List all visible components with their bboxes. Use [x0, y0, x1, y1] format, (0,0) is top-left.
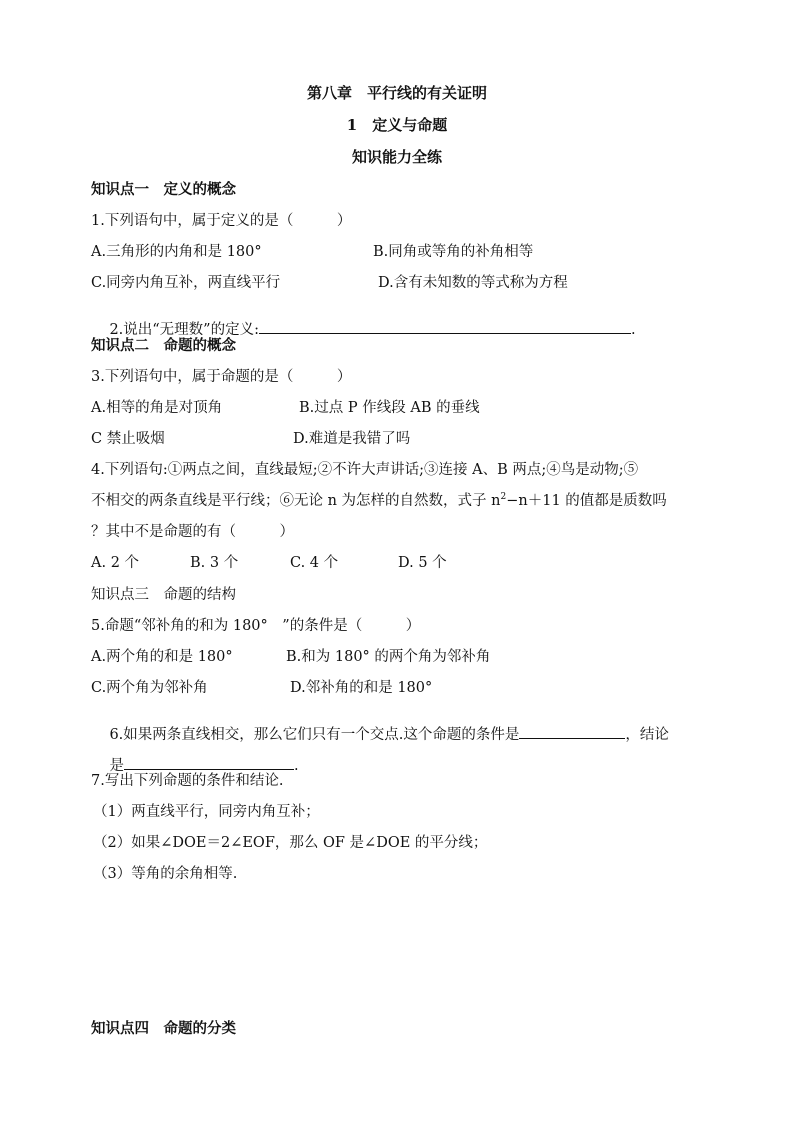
chapter-title: 第八章 平行线的有关证明: [306, 84, 487, 102]
q1-stem: 1.下列语句中，属于定义的是（ ）: [91, 213, 352, 229]
q6-conclusion-blank[interactable]: [124, 755, 294, 770]
q3-option-a: A.相等的角是对顶角: [91, 400, 223, 416]
kp4-heading: 知识点四 命题的分类: [91, 1020, 236, 1037]
kp3-heading: 知识点三 命题的结构: [91, 587, 236, 603]
kp1-heading: 知识点一 定义的概念: [91, 181, 236, 198]
q4-option-b: B. 3 个: [190, 555, 239, 571]
q3-option-b: B.过点 P 作线段 AB 的垂线: [299, 400, 480, 416]
q7-item-3: （3）等角的余角相等.: [93, 866, 238, 882]
q5-stem: 5.命题“邻补角的和为 180° ”的条件是（ ）: [91, 618, 421, 634]
q1-option-d: D.含有未知数的等式称为方程: [378, 275, 568, 291]
q5-option-a: A.两个角的和是 180°: [91, 649, 233, 665]
q7-stem: 7.写出下列命题的条件和结论.: [91, 773, 284, 789]
exercise-title: 知识能力全练: [351, 148, 442, 166]
q4-option-a: A. 2 个: [91, 555, 140, 571]
section-title: 1 定义与命题: [346, 116, 448, 134]
q1-option-c: C.同旁内角互补，两直线平行: [91, 275, 281, 291]
q2-answer-blank[interactable]: [259, 319, 631, 334]
q4-line-3: ？其中不是命题的有（ ）: [91, 524, 294, 540]
q4-line-2: 不相交的两条直线是平行线；⑥无论 n 为怎样的自然数，式子 $n^2-n+11$ 的值都是质数吗: [91, 492, 667, 509]
q4-line-1: 4.下列语句:①两点之间，直线最短;②不许大声讲话;③连接 A、B 两点;④鸟是动物;⑤: [91, 462, 639, 478]
q3-option-c: C 禁止吸烟: [91, 431, 165, 447]
q2-end: .: [630, 322, 636, 338]
q6-line-1: 6.如果两条直线相交，那么它们只有一个交点.这个命题的条件是 ，结论: [91, 707, 669, 760]
q7-item-1: （1）两直线平行，同旁内角互补；: [93, 804, 320, 820]
q4-option-c: C. 4 个: [290, 555, 339, 571]
q4-option-d: D. 5 个: [398, 555, 447, 571]
q6-condition-blank[interactable]: [519, 724, 625, 739]
q5-option-d: D.邻补角的和是 180°: [290, 680, 433, 696]
q1-option-a: A.三角形的内角和是 180°: [91, 244, 262, 260]
q6-line-2: 是 .: [91, 738, 299, 791]
q7-item-2: （2）如果∠DOE＝2∠EOF，那么 OF 是∠DOE 的平分线；: [93, 835, 488, 851]
q1-option-b: B.同角或等角的补角相等: [373, 244, 534, 260]
q2-stem: 2.说出“无理数”的定义:: [109, 322, 259, 338]
q5-option-c: C.两个角为邻补角: [91, 680, 208, 696]
q3-option-d: D.难道是我错了吗: [293, 431, 411, 447]
q3-stem: 3.下列语句中，属于命题的是（ ）: [91, 369, 352, 385]
q5-option-b: B.和为 180° 的两个角为邻补角: [286, 649, 491, 665]
kp2-heading: 知识点二 命题的概念: [91, 337, 236, 354]
